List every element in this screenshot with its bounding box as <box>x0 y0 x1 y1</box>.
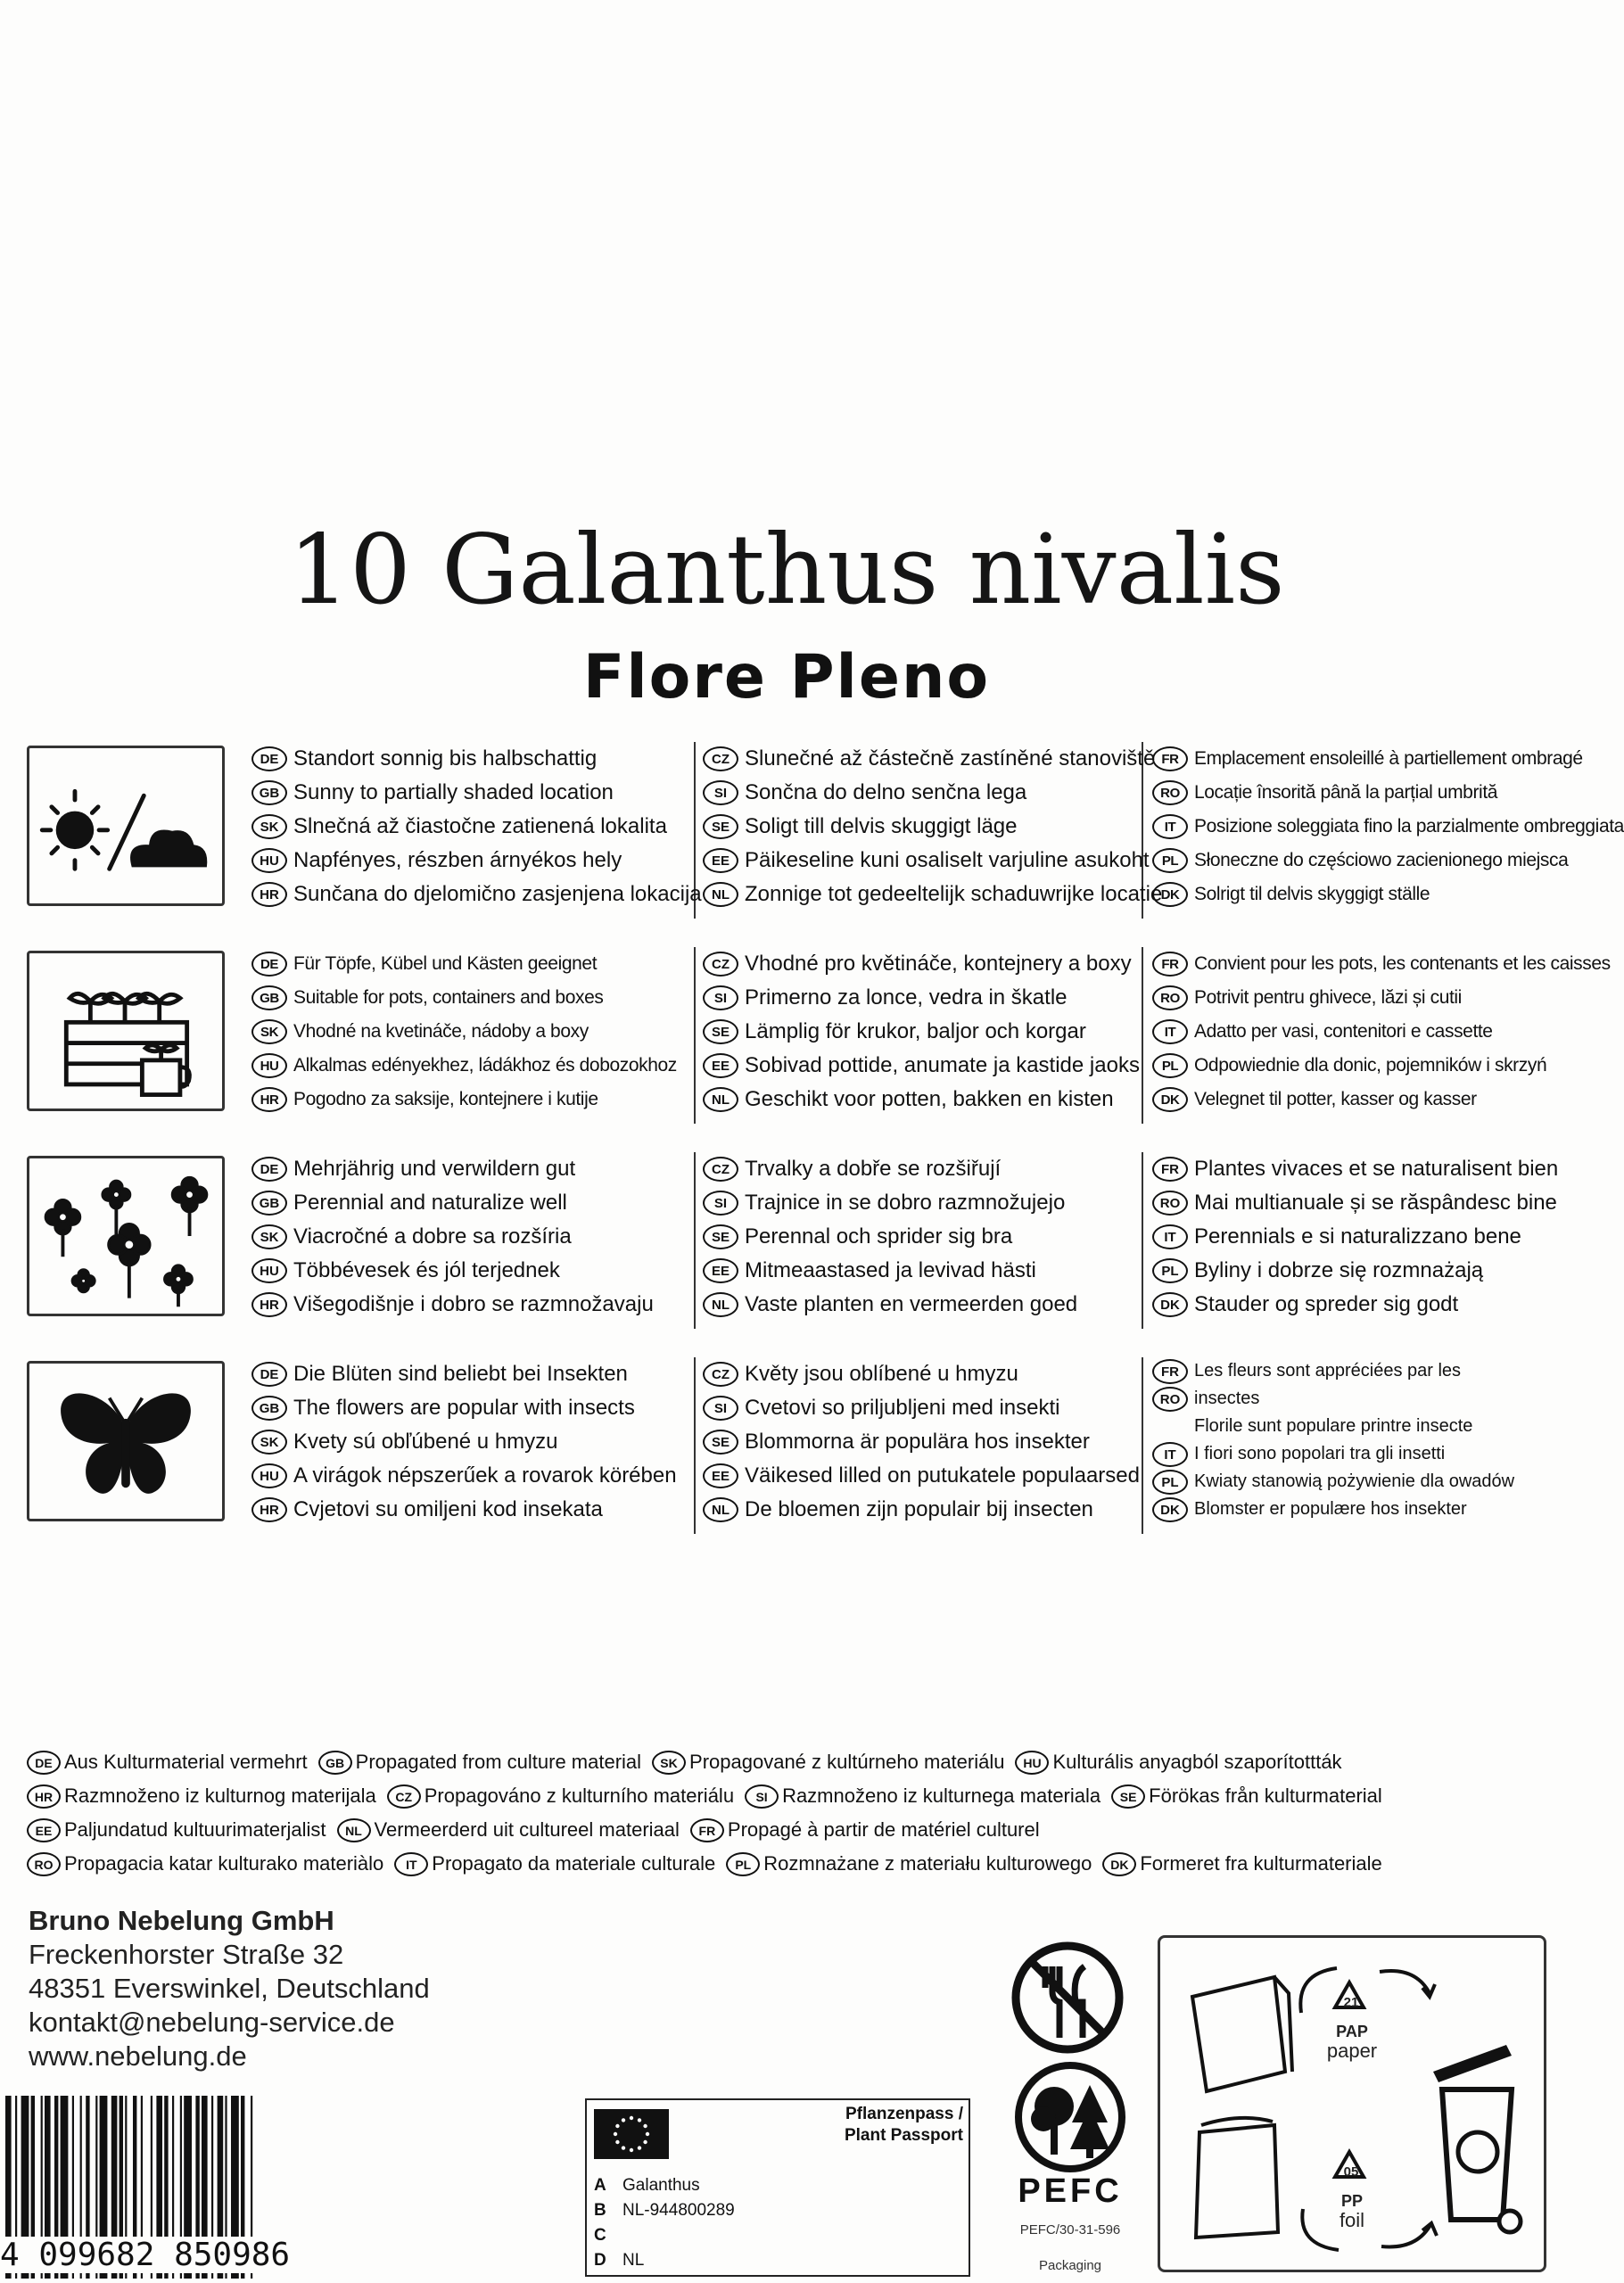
plastic-code: 05 <box>1343 2164 1359 2180</box>
language-column <box>251 1357 696 1534</box>
address-street: Freckenhorster Straße 32 <box>29 1939 344 1970</box>
line-text: Posizione soleggiata fino la parzialmente ombreggiata <box>1194 816 1624 837</box>
propagation-text: Propagé à partir de matériel culturel <box>727 1818 1040 1841</box>
paper-abbr: PAP <box>1336 2023 1368 2040</box>
text-line <box>703 810 1142 844</box>
text-line <box>251 1357 694 1391</box>
info-block <box>27 947 1611 1124</box>
text-line <box>1152 1254 1571 1288</box>
text-line <box>703 1288 1142 1322</box>
paper-label: paper <box>1326 2040 1378 2062</box>
country-code-badge: HR <box>27 1784 61 1809</box>
text-line <box>703 981 1142 1015</box>
country-code-badge: SE <box>703 1430 738 1455</box>
text-line <box>703 1254 1142 1288</box>
country-code-badge: IT <box>1152 814 1188 839</box>
country-code-badge: GB <box>318 1751 352 1775</box>
country-code-badge: HU <box>1015 1751 1049 1775</box>
country-code-badge: EE <box>703 1463 738 1488</box>
text-line <box>251 1391 694 1425</box>
country-code-badge: GB <box>251 1191 287 1216</box>
country-code-badge: PL <box>1152 1470 1188 1495</box>
country-code-badge: CZ <box>703 952 738 977</box>
text-line <box>251 1015 694 1049</box>
text-line <box>251 1049 694 1083</box>
line-text: Primerno za lonce, vedra in škatle <box>745 985 1068 1010</box>
plant-passport-title-line2: Plant Passport <box>844 2126 963 2145</box>
language-column <box>251 947 696 1124</box>
line-text: Květy jsou oblíbené u hmyzu <box>745 1362 1018 1386</box>
line-text: Slunečné až částečně zastíněné stanoviště <box>745 746 1156 771</box>
country-code-badge: FR <box>1152 952 1188 977</box>
propagation-line <box>27 1813 1561 1847</box>
text-line <box>251 810 694 844</box>
propagation-item <box>27 1745 308 1779</box>
line-text: Pogodno za saksije, kontejnere i kutije <box>293 1089 598 1109</box>
plant-passport-title <box>845 2104 963 2147</box>
country-code-badge: DK <box>1152 882 1188 907</box>
text-line <box>251 981 694 1015</box>
line-text: Adatto per vasi, contenitori e cassette <box>1194 1021 1493 1042</box>
country-code-badge: PL <box>1152 1053 1188 1078</box>
line-text: Suitable for pots, containers and boxes <box>293 987 604 1008</box>
propagation-text: Propagato da materiale culturale <box>432 1852 716 1875</box>
text-line <box>1152 810 1624 844</box>
pefc-logo <box>999 2060 1142 2283</box>
text-line <box>703 1357 1142 1391</box>
text-line <box>251 1186 694 1220</box>
text-line <box>703 776 1142 810</box>
language-column <box>703 742 1163 919</box>
text-line <box>1152 1152 1571 1186</box>
line-text: Słoneczne do częściowo zacienionego miejsca <box>1194 850 1569 870</box>
text-line <box>703 1186 1142 1220</box>
line-text: Kwiaty stanowią pożywienie dla owadów <box>1194 1471 1515 1491</box>
passport-row-c: C <box>594 2226 606 2245</box>
country-code-badge: IT <box>1152 1224 1188 1249</box>
propagation-text: Aus Kulturmaterial vermehrt <box>64 1751 308 1773</box>
country-code-badge: SK <box>251 1430 287 1455</box>
line-text: I fiori sono popolari tra gli insetti <box>1194 1444 1446 1463</box>
line-text: Lämplig för krukor, baljor och korgar <box>745 1019 1086 1043</box>
line-text: Trvalky a dobře se rozšiřují <box>745 1157 1002 1181</box>
language-column <box>251 742 702 919</box>
propagation-text: Razmnoženo iz kulturnega materiala <box>782 1784 1101 1807</box>
language-column <box>703 947 1143 1124</box>
propagation-item <box>745 1779 1101 1813</box>
sun-cloud-icon <box>27 746 225 906</box>
line-text: Standort sonnig bis halbschattig <box>293 746 598 771</box>
country-code-badge: NL <box>703 1292 738 1317</box>
line-text: Odpowiednie dla donic, pojemników i skrzyń <box>1194 1055 1547 1076</box>
line-text: Sončna do delno senčna lega <box>745 780 1027 804</box>
text-line <box>251 1152 694 1186</box>
propagation-item <box>27 1779 376 1813</box>
country-code-badge: SK <box>652 1751 686 1775</box>
line-text: Cvjetovi su omiljeni kod insekata <box>293 1497 603 1521</box>
line-text: Vhodné pro květináče, kontejnery a boxy <box>745 952 1132 976</box>
text-line <box>251 776 694 810</box>
country-code-badge: DE <box>27 1751 61 1775</box>
line-text: Plantes vivaces et se naturalisent bien <box>1194 1157 1559 1181</box>
country-code-badge: DE <box>251 952 287 977</box>
line-text: Napfényes, részben árnyékos hely <box>293 848 622 872</box>
pefc-word: PEFC <box>1018 2172 1123 2210</box>
text-line <box>703 1083 1142 1117</box>
line-text: Slnečná až čiastočne zatienená lokalita <box>293 814 667 838</box>
propagation-text: Förökas från kulturmaterial <box>1149 1784 1382 1807</box>
country-code-badge: HR <box>251 1292 287 1317</box>
country-code-badge: NL <box>337 1818 371 1842</box>
line-text: Convient pour les pots, les contenants et les caisses <box>1194 953 1611 974</box>
country-code-badge: FR <box>690 1818 724 1842</box>
text-line <box>703 1425 1142 1459</box>
propagation-text: Paljundatud kultuurimaterjalist <box>64 1818 326 1841</box>
text-line <box>1152 1288 1571 1322</box>
address-city: 48351 Everswinkel, Deutschland <box>29 1973 430 2004</box>
text-line <box>1152 1357 1571 1385</box>
language-column <box>251 1152 696 1329</box>
country-code-badge: CZ <box>703 1157 738 1182</box>
plastic-abbr: PP <box>1340 2192 1363 2210</box>
line-text: Perennials e si naturalizzano bene <box>1194 1224 1521 1249</box>
propagation-item <box>27 1813 326 1847</box>
propagation-line <box>27 1779 1561 1813</box>
country-code-badge: EE <box>27 1818 61 1842</box>
propagation-statements <box>27 1745 1561 1881</box>
pefc-caption: Packaging <box>1038 2258 1102 2273</box>
country-code-badge: SI <box>703 985 738 1010</box>
line-text: Mitmeaastased ja levivad hästi <box>745 1258 1036 1282</box>
recycling-info <box>1158 1935 1546 2272</box>
text-line <box>251 844 694 878</box>
line-text: Solrigt til delvis skyggigt ställe <box>1194 884 1430 904</box>
product-title: 10 Galanthus nivalis <box>288 515 1285 626</box>
propagation-item <box>1111 1779 1382 1813</box>
flowers-icon <box>27 1156 225 1316</box>
line-text: Blommorna är populära hos insekter <box>745 1430 1090 1454</box>
propagation-item <box>726 1847 1092 1881</box>
barcode-digits: 4 099682 850986 <box>0 2237 291 2273</box>
language-column <box>1152 1152 1571 1329</box>
country-code-badge: HR <box>251 1087 287 1112</box>
text-line <box>1152 776 1571 810</box>
country-code-badge: EE <box>703 1053 738 1078</box>
line-text: Väikesed lilled on putukatele populaarsed <box>745 1463 1140 1488</box>
line-text: Többévesek és jól terjednek <box>293 1258 560 1282</box>
text-line <box>1152 1385 1571 1413</box>
text-line <box>703 742 1156 776</box>
planter-box-icon <box>27 951 225 1111</box>
line-text: Kvety sú obľúbené u hmyzu <box>293 1430 558 1454</box>
country-code-badge: NL <box>703 1087 738 1112</box>
country-code-badge: CZ <box>703 1362 738 1387</box>
text-line <box>1152 1496 1571 1523</box>
line-text: Višegodišnje i dobro se razmnožavaju <box>293 1292 654 1316</box>
country-code-badge: CZ <box>387 1784 421 1809</box>
line-text: Byliny i dobrze się rozmnażają <box>1194 1258 1484 1282</box>
line-text: Mai multianuale și se răspândesc bine <box>1194 1191 1557 1215</box>
text-line <box>703 878 1163 911</box>
country-code-badge: GB <box>251 985 287 1010</box>
country-code-badge: IT <box>1152 1019 1188 1044</box>
text-line <box>1152 1413 1571 1440</box>
country-code-badge: PL <box>1152 1258 1188 1283</box>
propagation-item <box>394 1847 715 1881</box>
pefc-tree-icon <box>999 2060 1142 2176</box>
propagation-item <box>387 1779 734 1813</box>
country-code-badge: SE <box>1111 1784 1145 1809</box>
address-website[interactable]: www.nebelung.de <box>29 2040 247 2072</box>
line-text: Florile sunt populare printre insecte <box>1194 1416 1473 1436</box>
propagation-line <box>27 1745 1561 1779</box>
propagation-text: Rozmnażane z materiału kulturowego <box>763 1852 1092 1875</box>
text-line <box>1152 1468 1571 1496</box>
line-text: De bloemen zijn populair bij insecten <box>745 1497 1093 1521</box>
propagation-item <box>27 1847 383 1881</box>
country-code-badge: PL <box>726 1852 760 1876</box>
country-code-badge: SK <box>251 1224 287 1249</box>
text-line <box>703 1391 1142 1425</box>
line-text: insectes <box>1194 1389 1260 1408</box>
text-line <box>1152 1015 1571 1049</box>
line-text: Potrivit pentru ghivece, lăzi și cutii <box>1194 987 1462 1008</box>
text-line <box>251 1288 694 1322</box>
country-code-badge: SE <box>703 814 738 839</box>
company-name: Bruno Nebelung GmbH <box>29 1905 334 1936</box>
text-line <box>703 947 1142 981</box>
country-code-badge: HR <box>251 1497 287 1522</box>
propagation-item <box>337 1813 680 1847</box>
country-code-badge: FR <box>1152 746 1188 771</box>
line-text: Geschikt voor potten, bakken en kisten <box>745 1087 1114 1111</box>
country-code-badge: EE <box>703 848 738 873</box>
country-code-badge: DK <box>1152 1497 1188 1522</box>
country-code-badge: SE <box>703 1224 738 1249</box>
line-text: Die Blüten sind beliebt bei Insekten <box>293 1362 628 1386</box>
line-text: Mehrjährig und verwildern gut <box>293 1157 576 1181</box>
country-code-badge: RO <box>27 1852 61 1876</box>
country-code-badge: SI <box>703 1191 738 1216</box>
eu-flag-icon <box>594 2109 669 2159</box>
country-code-badge: IT <box>1152 1442 1188 1467</box>
propagation-text: Vermeerderd uit cultureel materiaal <box>374 1818 680 1841</box>
line-text: Sunčana do djelomično zasjenjena lokacija <box>293 882 702 906</box>
line-text: Päikeseline kuni osaliselt varjuline asukoht <box>745 848 1150 872</box>
text-line <box>1152 742 1583 776</box>
country-code-badge: NL <box>703 882 738 907</box>
propagation-text: Propagacia katar kulturako materiàlo <box>64 1852 384 1875</box>
line-text: Viacročné a dobre sa rozšíria <box>293 1224 572 1249</box>
country-code-badge: DE <box>251 1157 287 1182</box>
country-code-badge: SE <box>703 1019 738 1044</box>
line-text: Velegnet til potter, kasser og kasser <box>1194 1089 1477 1109</box>
text-line <box>251 1083 694 1117</box>
line-text: Trajnice in se dobro razmnožujejo <box>745 1191 1066 1215</box>
text-line <box>251 947 694 981</box>
text-line <box>1152 1049 1571 1083</box>
text-line <box>703 1493 1142 1527</box>
line-text: Cvetovi so priljubljeni med insekti <box>745 1396 1060 1420</box>
line-text: Vhodné na kvetináče, nádoby a boxy <box>293 1021 589 1042</box>
line-text: Perennal och sprider sig bra <box>745 1224 1013 1249</box>
recycle-bin-icon <box>1433 2045 1521 2232</box>
text-line <box>703 844 1150 878</box>
line-text: Les fleurs sont appréciées par les <box>1194 1361 1462 1381</box>
language-column <box>1152 742 1624 919</box>
plant-passport <box>585 2098 970 2277</box>
passport-row-d: D NL <box>594 2251 645 2270</box>
country-code-badge: GB <box>251 1396 287 1421</box>
country-code-badge: EE <box>703 1258 738 1283</box>
propagation-text: Formeret fra kulturmateriale <box>1140 1852 1382 1875</box>
text-line <box>251 1425 694 1459</box>
country-code-badge: CZ <box>703 746 738 771</box>
passport-row-a: A Galanthus <box>594 2176 700 2195</box>
paper-code: 21 <box>1343 1995 1359 2010</box>
propagation-item <box>1015 1745 1341 1779</box>
propagation-text: Kulturális anyagból szaporítottták <box>1052 1751 1342 1773</box>
text-line <box>703 1220 1142 1254</box>
propagation-text: Propagated from culture material <box>355 1751 642 1773</box>
propagation-item <box>318 1745 641 1779</box>
country-code-badge: SK <box>251 1019 287 1044</box>
propagation-item <box>1102 1847 1381 1881</box>
text-line <box>703 1015 1142 1049</box>
country-code-badge: SI <box>745 1784 779 1809</box>
country-code-badge: HU <box>251 1053 287 1078</box>
country-code-badge: RO <box>1152 1387 1188 1412</box>
text-line <box>251 1459 694 1493</box>
text-line <box>703 1049 1142 1083</box>
text-line <box>1152 1083 1571 1117</box>
foil-bag-icon <box>1196 2118 1278 2238</box>
propagation-item <box>690 1813 1040 1847</box>
country-code-badge: PL <box>1152 848 1188 873</box>
butterfly-icon <box>27 1361 225 1521</box>
line-text: Locație însorită până la parțial umbrită <box>1194 782 1498 803</box>
country-code-badge: RO <box>1152 1191 1188 1216</box>
country-code-badge: DE <box>251 746 287 771</box>
line-text: Alkalmas edényekhez, ládákhoz és dobozokhoz <box>293 1055 677 1076</box>
line-text: Blomster er populære hos insekter <box>1194 1499 1467 1519</box>
country-code-badge: DK <box>1152 1292 1188 1317</box>
text-line <box>251 1493 694 1527</box>
country-code-badge: HU <box>251 1463 287 1488</box>
pefc-code: PEFC/30-31-596 <box>1019 2222 1121 2238</box>
country-code-badge: GB <box>251 780 287 805</box>
propagation-text: Razmnoženo iz kulturnog materijala <box>64 1784 376 1807</box>
text-line <box>703 1459 1142 1493</box>
country-code-badge: SK <box>251 814 287 839</box>
country-code-badge: HU <box>251 1258 287 1283</box>
text-line <box>251 1254 694 1288</box>
text-line <box>251 1220 694 1254</box>
line-text: Für Töpfe, Kübel und Kästen geeignet <box>293 953 598 974</box>
text-line <box>251 742 694 776</box>
text-line <box>1152 981 1571 1015</box>
line-text: The flowers are popular with insects <box>293 1396 635 1420</box>
text-line <box>703 1152 1142 1186</box>
language-column <box>1152 947 1611 1124</box>
propagation-item <box>652 1745 1004 1779</box>
text-line <box>1152 878 1571 911</box>
language-column <box>1152 1357 1571 1534</box>
line-text: Vaste planten en vermeerden goed <box>745 1292 1078 1316</box>
propagation-text: Propagováno z kulturního materiálu <box>424 1784 735 1807</box>
plastic-label: foil <box>1339 2209 1365 2231</box>
address-email[interactable]: kontakt@nebelung-service.de <box>29 2007 395 2038</box>
text-line <box>1152 947 1611 981</box>
line-text: Soligt till delvis skuggigt läge <box>745 814 1018 838</box>
info-block <box>27 1152 1561 1329</box>
country-code-badge: SI <box>703 1396 738 1421</box>
paper-sheet-icon <box>1192 1977 1292 2091</box>
line-text: Emplacement ensoleillé à partiellement ombragé <box>1194 748 1583 769</box>
info-block <box>27 1357 1561 1534</box>
line-text: Sobivad pottide, anumate ja kastide jaoks <box>745 1053 1140 1077</box>
not-food-icon <box>1010 1940 1125 2056</box>
line-text: Perennial and naturalize well <box>293 1191 567 1215</box>
country-code-badge: RO <box>1152 780 1188 805</box>
country-code-badge: DK <box>1102 1852 1136 1876</box>
text-line <box>1152 1186 1571 1220</box>
text-line <box>1152 844 1571 878</box>
plant-passport-title-line1: Pflanzenpass / <box>845 2105 963 2123</box>
country-code-badge: DE <box>251 1362 287 1387</box>
line-text: A virágok népszerűek a rovarok körében <box>293 1463 677 1488</box>
product-subtitle: Flore Pleno <box>582 642 991 713</box>
passport-row-b: B NL-944800289 <box>594 2201 735 2220</box>
text-line <box>1152 1220 1571 1254</box>
company-address <box>29 1904 430 2073</box>
line-text: Stauder og spreder sig godt <box>1194 1292 1459 1316</box>
text-line <box>251 878 702 911</box>
propagation-line <box>27 1847 1561 1881</box>
text-line <box>1152 1440 1571 1468</box>
country-code-badge: HU <box>251 848 287 873</box>
country-code-badge: DK <box>1152 1087 1188 1112</box>
country-code-badge: NL <box>703 1497 738 1522</box>
propagation-text: Propagované z kultúrneho materiálu <box>689 1751 1005 1773</box>
line-text: Sunny to partially shaded location <box>293 780 614 804</box>
country-code-badge: FR <box>1152 1359 1188 1384</box>
country-code-badge: HR <box>251 882 287 907</box>
country-code-badge: RO <box>1152 985 1188 1010</box>
country-code-badge: FR <box>1152 1157 1188 1182</box>
country-code-badge: IT <box>394 1852 428 1876</box>
info-block <box>27 742 1624 919</box>
language-column <box>703 1152 1143 1329</box>
language-column <box>703 1357 1143 1534</box>
country-code-badge: SI <box>703 780 738 805</box>
line-text: Zonnige tot gedeeltelijk schaduwrijke locatie <box>745 882 1163 906</box>
